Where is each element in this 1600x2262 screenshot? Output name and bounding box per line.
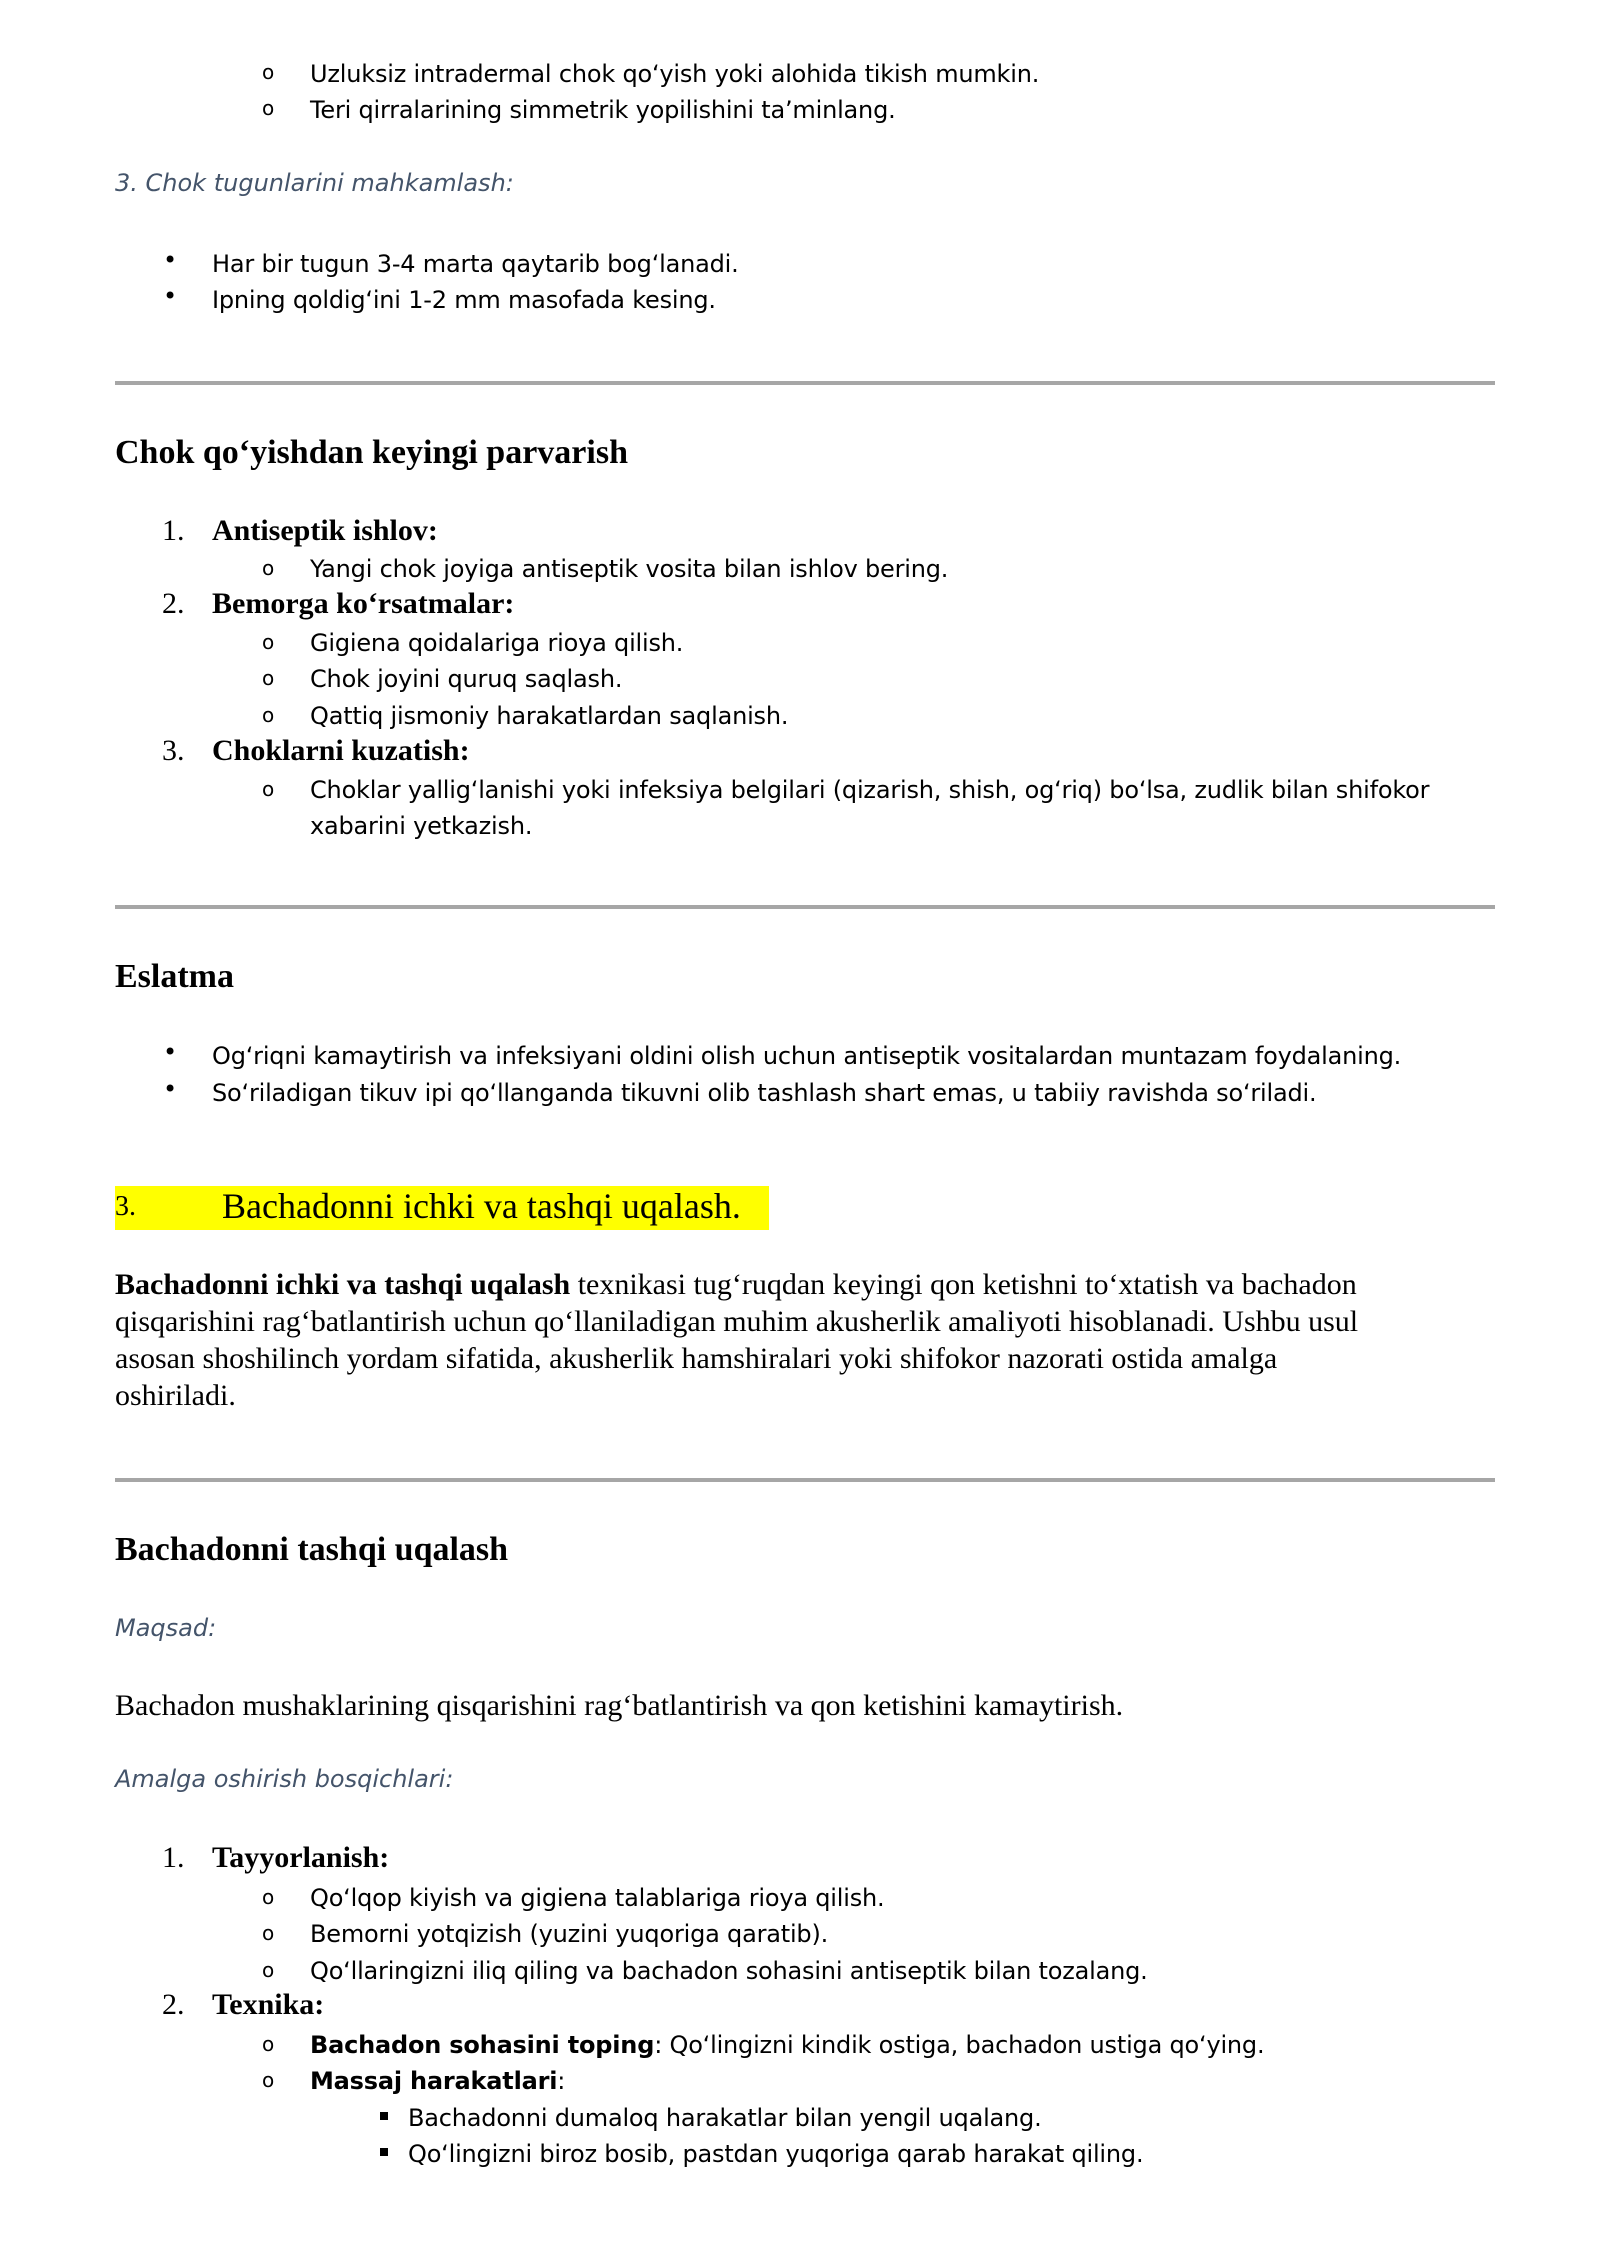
list-item: So‘riladigan tikuv ipi qo‘llanganda tikuvni olib tashlash shart emas, u tabiiy ravishda so‘riladi.	[212, 1079, 1317, 1107]
list-item: Og‘riqni kamaytirish va infeksiyani oldini olish uchun antiseptik vositalardan muntazam foydalaning.	[212, 1042, 1402, 1070]
circle-bullet-icon: o	[262, 1958, 275, 1982]
list-item: Qo‘lqop kiyish va gigiena talablariga rioya qilish.	[310, 1884, 885, 1912]
horizontal-divider	[115, 905, 1495, 909]
intro-paragraph	[115, 1266, 1358, 1414]
intro-text: texnikasi tug‘ruqdan keyingi qon ketishni to‘xtatish va bachadon	[570, 1268, 1357, 1301]
step-number: 1.	[162, 1841, 185, 1874]
circle-bullet-icon: o	[262, 1921, 275, 1945]
horizontal-divider	[115, 1478, 1495, 1482]
bullet-icon: •	[163, 1075, 178, 1103]
list-item: Yangi chok joyiga antiseptik vosita bilan ishlov bering.	[310, 555, 949, 583]
list-item: Choklar yallig‘lanishi yoki infeksiya belgilari (qizarish, shish, og‘riq) bo‘lsa, zudlik bilan shifokor	[310, 776, 1430, 804]
circle-bullet-icon: o	[262, 556, 275, 580]
massage-colon: :	[557, 2067, 566, 2095]
step-label: Tayyorlanish:	[212, 1841, 390, 1874]
intro-line-4: oshiriladi.	[115, 1379, 236, 1412]
step-label: Choklarni kuzatish:	[212, 734, 470, 767]
circle-bullet-icon: o	[262, 60, 275, 84]
horizontal-divider	[115, 381, 1495, 385]
find-uterus-text: : Qo‘lingizni kindik ostiga, bachadon ustiga qo‘ying.	[654, 2031, 1265, 2059]
list-item: Qattiq jismoniy harakatlardan saqlanish.	[310, 702, 789, 730]
list-item	[310, 2063, 565, 2099]
step-number: 1.	[162, 514, 185, 547]
step-label: Bemorga ko‘rsatmalar:	[212, 587, 515, 620]
circle-bullet-icon: o	[262, 703, 275, 727]
list-item: Har bir tugun 3-4 marta qaytarib bog‘lanadi.	[212, 250, 739, 278]
list-item	[310, 2027, 1264, 2063]
list-item: Qo‘lingizni biroz bosib, pastdan yuqoriga qarab harakat qiling.	[408, 2140, 1144, 2168]
section-3-title: Bachadonni ichki va tashqi uqalash.	[222, 1186, 741, 1226]
list-item: Gigiena qoidalariga rioya qilish.	[310, 629, 684, 657]
circle-bullet-icon: o	[262, 2068, 275, 2092]
list-item-continuation: xabarini yetkazish.	[310, 812, 533, 840]
bullet-icon: •	[163, 282, 178, 310]
list-item: Bachadonni dumaloq harakatlar bilan yengil uqalang.	[408, 2104, 1042, 2132]
circle-bullet-icon: o	[262, 1885, 275, 1909]
list-item: Ipning qoldig‘ini 1-2 mm masofada kesing.	[212, 286, 716, 314]
list-item: Uzluksiz intradermal chok qo‘yish yoki alohida tikish mumkin.	[310, 60, 1040, 88]
list-item: Chok joyini quruq saqlash.	[310, 665, 623, 693]
square-bullet-icon	[380, 2148, 388, 2156]
circle-bullet-icon: o	[262, 96, 275, 120]
circle-bullet-icon: o	[262, 666, 275, 690]
circle-bullet-icon: o	[262, 2032, 275, 2056]
circle-bullet-icon: o	[262, 630, 275, 654]
step-number: 2.	[162, 587, 185, 620]
section-3-number: 3.	[115, 1191, 136, 1222]
list-item: Qo‘llaringizni iliq qiling va bachadon sohasini antiseptik bilan tozalang.	[310, 1957, 1148, 1985]
goal-label: Maqsad:	[115, 1614, 217, 1642]
intro-line-1	[115, 1266, 1358, 1303]
step-number: 2.	[162, 1988, 185, 2021]
step-number: 3.	[162, 734, 185, 767]
section-heading-note: Eslatma	[115, 958, 234, 995]
circle-bullet-icon: o	[262, 777, 275, 801]
bullet-icon: •	[163, 246, 178, 274]
stages-label: Amalga oshirish bosqichlari:	[115, 1765, 454, 1793]
bullet-icon: •	[163, 1038, 178, 1066]
step-label: Texnika:	[212, 1988, 325, 2021]
square-bullet-icon	[380, 2112, 388, 2120]
intro-line-2: qisqarishini rag‘batlantirish uchun qo‘llaniladigan muhim akusherlik amaliyoti hisoblanadi. Ushbu usul	[115, 1305, 1359, 1338]
intro-bold-term: Bachadonni ichki va tashqi uqalash	[115, 1268, 571, 1301]
section-heading-aftercare: Chok qo‘yishdan keyingi parvarish	[115, 434, 628, 471]
goal-text: Bachadon mushaklarining qisqarishini rag‘batlantirish va qon ketishini kamaytirish.	[115, 1689, 1124, 1722]
list-item: Teri qirralarining simmetrik yopilishini ta’minlang.	[310, 96, 896, 124]
step-label: Antiseptik ishlov:	[212, 514, 438, 547]
list-item: Bemorni yotqizish (yuzini yuqoriga qaratib).	[310, 1920, 829, 1948]
find-uterus-bold: Bachadon sohasini toping	[310, 2031, 655, 2059]
intro-line-3: asosan shoshilinch yordam sifatida, akusherlik hamshiralari yoki shifokor nazorati ostida amalga	[115, 1342, 1278, 1375]
massage-bold: Massaj harakatlari	[310, 2067, 558, 2095]
subheading-knots: 3. Chok tugunlarini mahkamlash:	[115, 169, 514, 197]
section-heading-external: Bachadonni tashqi uqalash	[115, 1531, 509, 1568]
